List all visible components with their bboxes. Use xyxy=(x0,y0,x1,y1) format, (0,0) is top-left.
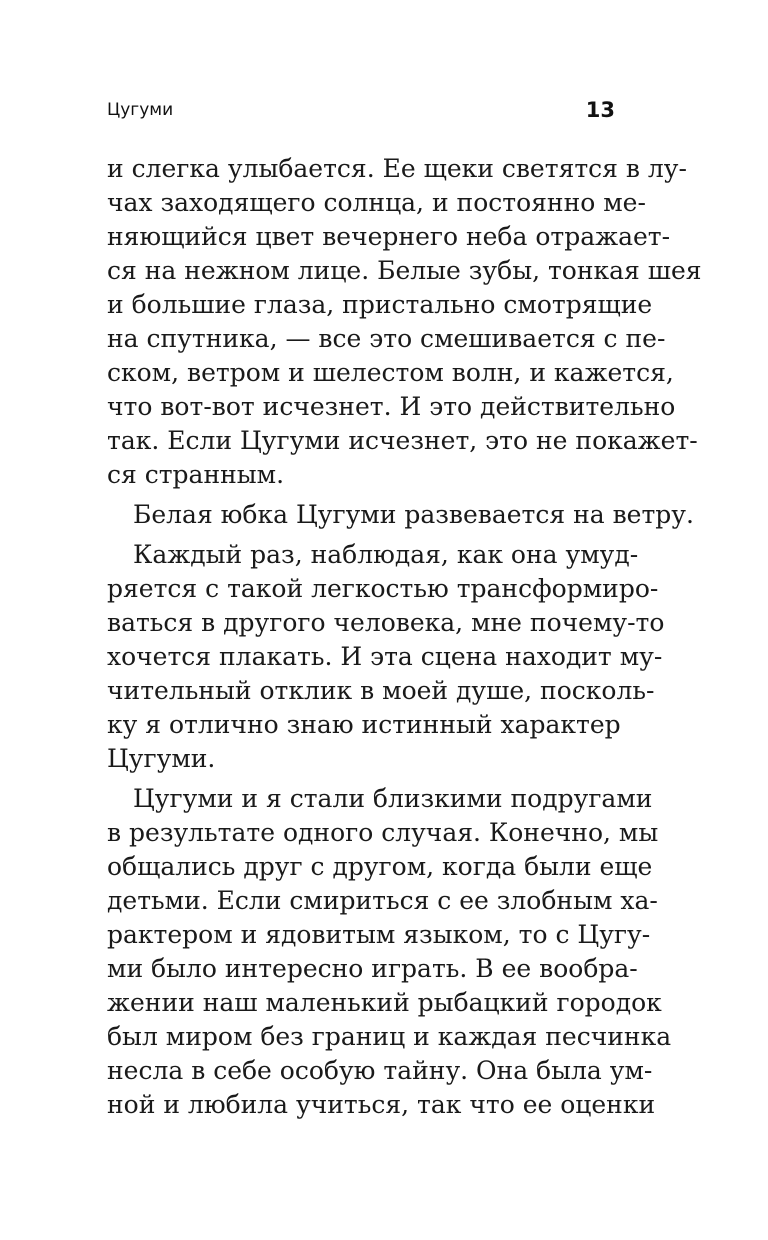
text-line: и большие глаза, пристально смотрящие xyxy=(107,290,653,319)
text-line: Белая юбка Цугуми развевается на ветру. xyxy=(133,500,694,529)
text-line: был миром без границ и каждая песчинка xyxy=(107,1022,672,1051)
text-line: хочется плакать. И эта сцена находит му- xyxy=(107,642,663,671)
text-line: жении наш маленький рыбацкий городок xyxy=(107,988,662,1017)
text-line: чах заходящего солнца, и постоянно ме- xyxy=(107,188,646,217)
text-line: ся на нежном лице. Белые зубы, тонкая шея xyxy=(107,256,702,285)
text-line: ми было интересно играть. В ее вообра- xyxy=(107,954,638,983)
paragraph xyxy=(107,538,665,776)
text-line: Каждый раз, наблюдая, как она умуд- xyxy=(133,540,639,569)
paragraph xyxy=(107,782,672,1122)
text-line: ку я отлично знаю истинный характер xyxy=(107,710,621,739)
page-number: 13 xyxy=(585,98,615,122)
text-line: ся странным. xyxy=(107,460,285,489)
text-line: ском, ветром и шелестом волн, и кажется, xyxy=(107,358,674,387)
text-line: чительный отклик в моей душе, посколь- xyxy=(107,676,655,705)
text-line: детьми. Если смириться с ее злобным ха- xyxy=(107,886,658,915)
text-line: ной и любила учиться, так что ее оценки xyxy=(107,1090,656,1119)
text-line: рактером и ядовитым языком, то с Цугу- xyxy=(107,920,651,949)
text-line: ряется с такой легкостью трансформиро- xyxy=(107,574,659,603)
body-text xyxy=(107,152,702,1122)
paragraph xyxy=(107,152,702,492)
paragraph xyxy=(107,498,694,532)
text-line: так. Если Цугуми исчезнет, это не покажет- xyxy=(107,426,698,455)
text-line: Цугуми. xyxy=(107,744,216,773)
text-line: Цугуми и я стали близкими подругами xyxy=(133,784,653,813)
text-line: ваться в другого человека, мне почему-то xyxy=(107,608,665,637)
running-title: Цугуми xyxy=(107,100,174,120)
text-line: общались друг с другом, когда были еще xyxy=(107,852,653,881)
text-line: на спутника, — все это смешивается с пе- xyxy=(107,324,666,353)
text-line: что вот-вот исчезнет. И это действительно xyxy=(107,392,676,421)
text-line: и слегка улыбается. Ее щеки светятся в лу- xyxy=(107,154,687,183)
text-line: в результате одного случая. Конечно, мы xyxy=(107,818,659,847)
running-head xyxy=(107,100,615,130)
text-line: несла в себе особую тайну. Она была ум- xyxy=(107,1056,653,1085)
text-line: няющийся цвет вечернего неба отражает- xyxy=(107,222,671,251)
